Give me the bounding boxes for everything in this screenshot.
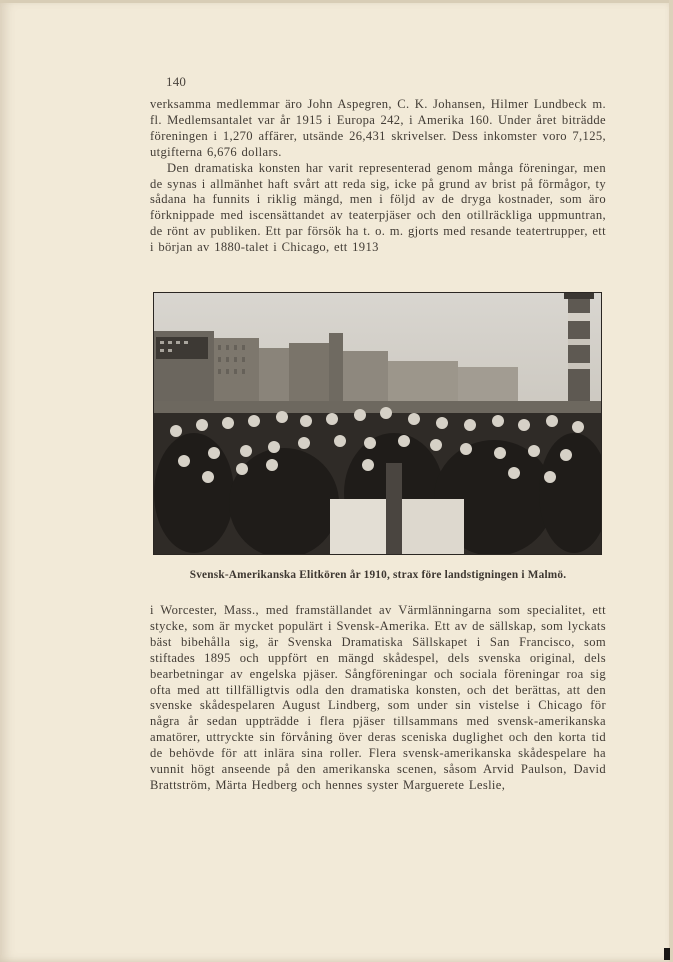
page-top-edge <box>0 0 673 3</box>
lighthouse <box>564 293 594 403</box>
page-number: 140 <box>166 74 187 89</box>
paragraph-members: verksamma medlemmar äro John Aspegren, C. K. Johansen, Hilmer Lundbeck m. fl. Medlemsantalet var år 1915 i Europa 242, i Amerika 160. Under året biträdde föreningen i 1,270 affärer, utsände 26,431 skrivelser. Dess inkomster voro 7,125, utgifterna 6,676 dollars. <box>150 97 606 159</box>
photo-caption: Svensk-Amerikanska Elitkören år 1910, strax före landstigningen i Malmö. <box>189 569 567 581</box>
choir-photo-illustration <box>154 293 601 554</box>
text-block-top <box>150 97 606 256</box>
paragraph-theatre: i Worcester, Mass., med framställandet av Värmlänningarna som specialitet, ett stycke, som är mycket populärt i Svensk-Amerika. Ett av de sällskap, som lyckats bäst bibehålla sig, är Svenska Dramatiska Sällskapet i San Francisco, som stiftades 1895 och uppfört en mängd skådespel, dels svenska original, dels bearbetningar av engelska pjäser. Sångföreningar och sociala föreningar roa sig ofta med att tillfälligtvis odla den dramatiska konsten, och det berättas, att den svenske skådespelaren August Lindberg, som under sin vistelse i Chicago för några år sedan uppträdde i flera pjäser tillsammans med svensk-amerikanska amatörer, uttryckte sin förvåning över deras sceniska duglighet och den korta tid de behövde för att inlära sina roller. Flera svensk-amerikanska skådespelare ha vunnit högt anseende på den amerikanska scenen, såsom Arvid Paulson, David Brattström, Märta Hedberg och hennes syster Marguerete Leslie, <box>150 603 606 792</box>
page-right-edge <box>669 0 673 962</box>
text-block-bottom <box>150 603 606 794</box>
corner-mark <box>664 948 670 960</box>
paragraph-drama: Den dramatiska konsten har varit representerad genom många föreningar, men de synas i allmänhet haft svårt att reda sig, icke på grund av brist på förmågor, ty sådana ha funnits i riklig mängd, men i följd av de dryga kostnader, som äro förknippade med iscensättandet av teaterpjäser och den otillräckliga uppmuntran, de rönt av publiken. Ett par försök ha t. o. m. gjorts med resande teatertrupper, ett i början av 1880-talet i Chicago, ett 1913 <box>150 160 606 255</box>
choir-photograph <box>153 292 602 555</box>
